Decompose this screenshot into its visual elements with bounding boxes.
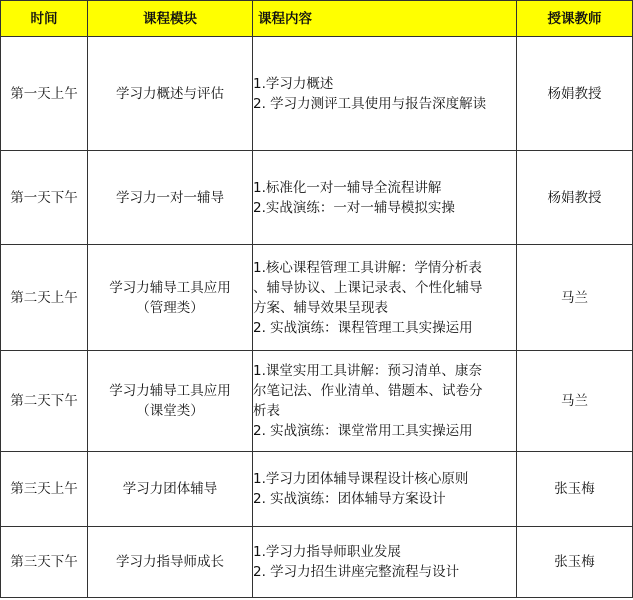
content-line: 2.实战演练：一对一辅导模拟实操 (253, 199, 455, 216)
content-line: 尔笔记法、作业清单、错题本、试卷分 (253, 383, 483, 399)
table-row (1, 452, 633, 527)
table-row (1, 151, 633, 245)
module-line: 学习力概述与评估 (116, 85, 224, 102)
header-content: 课程内容 (253, 1, 517, 37)
module-line: 学习力辅导工具应用 (109, 279, 231, 296)
time-cell: 第三天上午 (1, 452, 88, 527)
module-cell (88, 452, 253, 527)
time-cell: 第二天上午 (1, 245, 88, 351)
content-line: 2. 学习力招生讲座完整流程与设计 (253, 564, 460, 580)
header-module: 课程模块 (88, 1, 253, 37)
header-time: 时间 (1, 1, 88, 37)
teacher-cell: 马兰 (517, 351, 633, 452)
content-line: 1.课堂实用工具讲解：预习清单、康奈 (253, 363, 482, 379)
content-line: 2. 实战演练：课程管理工具实操运用 (253, 319, 473, 336)
module-line: （课堂类） (136, 403, 204, 419)
module-cell (88, 527, 253, 598)
time-cell: 第三天下午 (1, 527, 88, 598)
module-line: 学习力辅导工具应用 (109, 383, 231, 399)
content-line: 1.核心课程管理工具讲解：学情分析表 (253, 259, 482, 276)
header-teacher: 授课教师 (517, 1, 633, 37)
time-cell: 第二天下午 (1, 351, 88, 452)
module-line: 学习力一对一辅导 (116, 189, 224, 206)
content-line: 1.学习力指导师职业发展 (253, 544, 401, 560)
time-cell: 第一天上午 (1, 37, 88, 151)
content-cell (253, 527, 517, 598)
content-cell (253, 37, 517, 151)
table-row (1, 245, 633, 351)
teacher-cell: 杨娟教授 (517, 151, 633, 245)
content-cell (253, 452, 517, 527)
teacher-cell: 张玉梅 (517, 527, 633, 598)
table-header-row (1, 1, 633, 37)
time-cell: 第一天下午 (1, 151, 88, 245)
content-cell (253, 351, 517, 452)
content-line: 2. 学习力测评工具使用与报告深度解读 (253, 95, 487, 112)
content-line: 1.学习力团体辅导课程设计核心原则 (253, 471, 469, 487)
module-cell (88, 37, 253, 151)
module-line: 学习力指导师成长 (116, 554, 224, 570)
module-line: （管理类） (136, 299, 204, 316)
teacher-cell: 杨娟教授 (517, 37, 633, 151)
content-line: 析表 (253, 403, 280, 419)
content-cell (253, 245, 517, 351)
content-line: 方案、辅导效果呈现表 (253, 299, 388, 316)
table-row (1, 351, 633, 452)
content-line: 1.学习力概述 (253, 75, 334, 92)
content-line: 1.标准化一对一辅导全流程讲解 (253, 179, 442, 196)
table-row (1, 37, 633, 151)
module-cell (88, 351, 253, 452)
table-row (1, 527, 633, 598)
teacher-cell: 马兰 (517, 245, 633, 351)
module-line: 学习力团体辅导 (122, 481, 218, 497)
teacher-cell: 张玉梅 (517, 452, 633, 527)
module-cell (88, 151, 253, 245)
content-line: 、辅导协议、上课记录表、个性化辅导 (253, 279, 483, 296)
content-line: 2. 实战演练：课堂常用工具实操运用 (253, 423, 473, 439)
content-cell (253, 151, 517, 245)
content-line: 2. 实战演练：团体辅导方案设计 (253, 491, 446, 507)
module-cell (88, 245, 253, 351)
